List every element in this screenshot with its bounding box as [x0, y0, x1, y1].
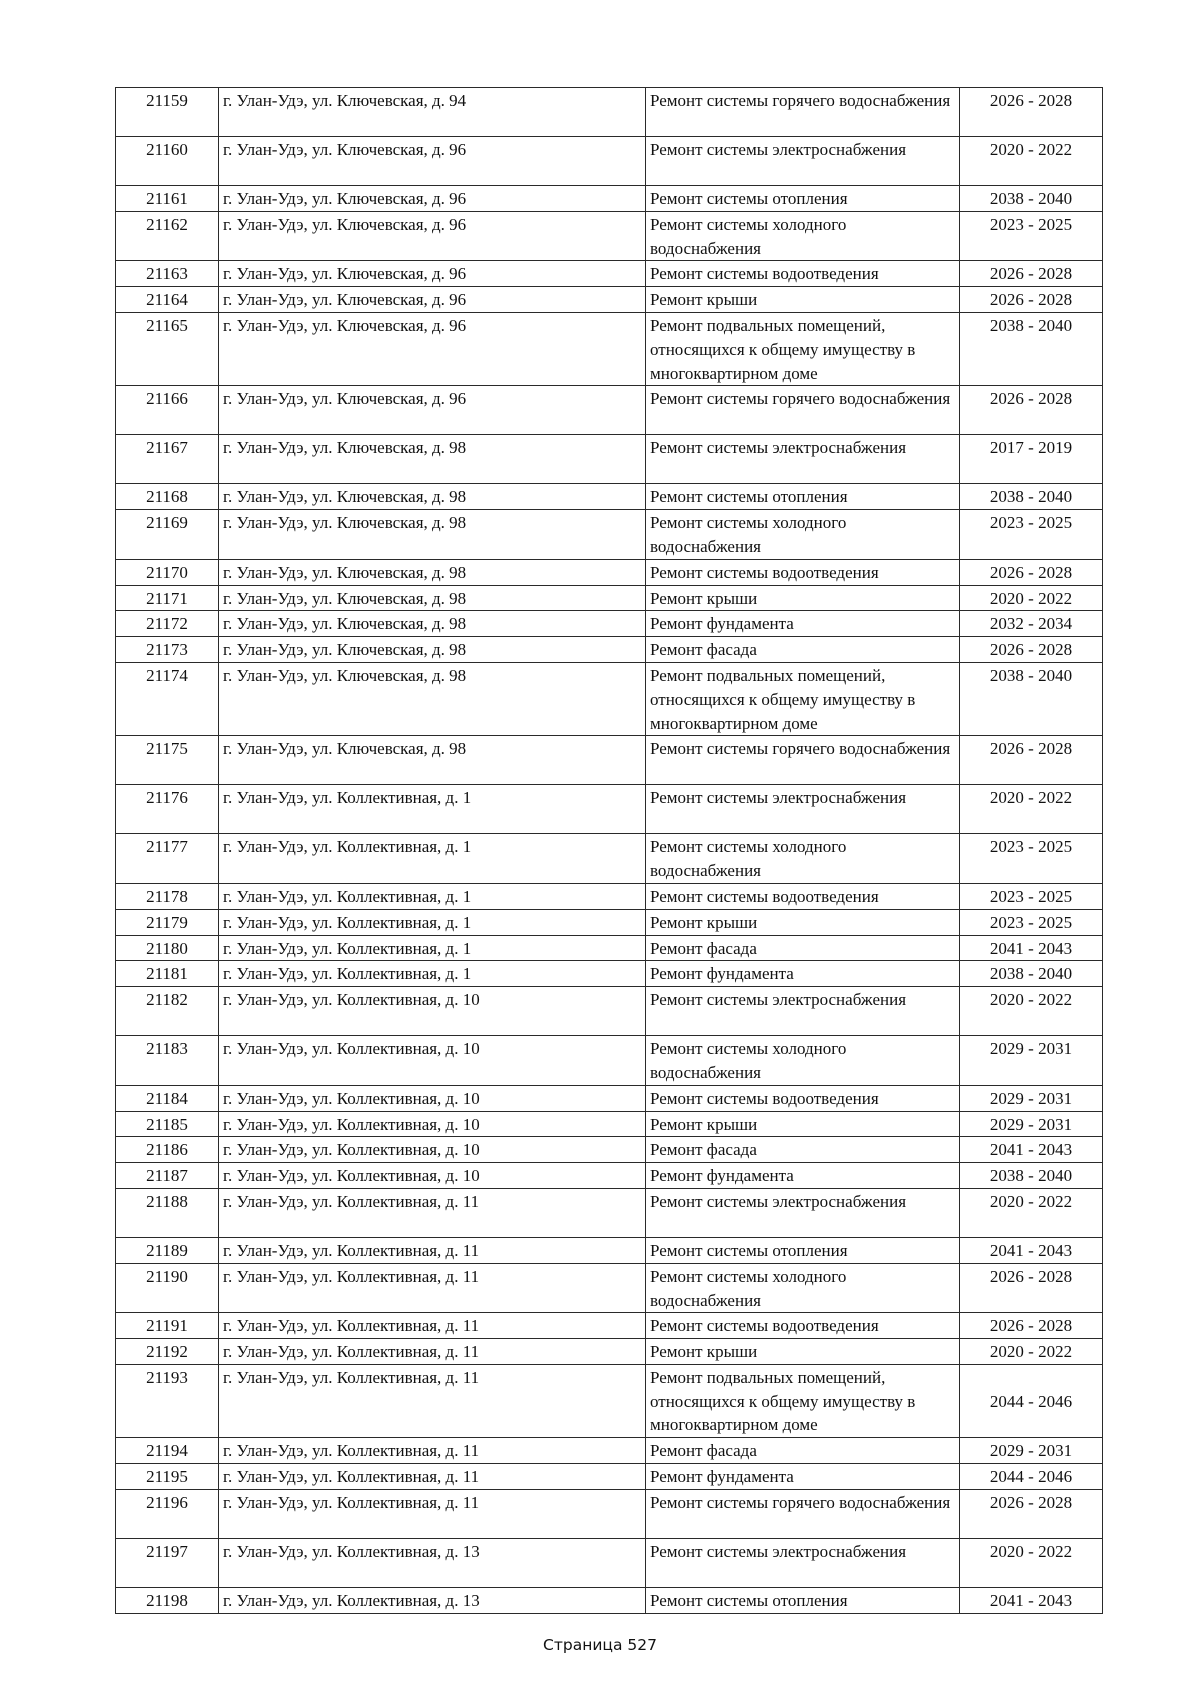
work-type-cell: Ремонт крыши: [646, 1111, 960, 1137]
work-type-cell: Ремонт системы отопления: [646, 186, 960, 212]
period-cell: 2026 - 2028: [960, 88, 1103, 137]
row-number-cell: 21182: [116, 987, 219, 1036]
period-cell: 2026 - 2028: [960, 637, 1103, 663]
work-type-cell: Ремонт системы холодного водоснабжения: [646, 211, 960, 261]
address-cell: г. Улан-Удэ, ул. Ключевская, д. 98: [219, 585, 646, 611]
address-cell: г. Улан-Удэ, ул. Коллективная, д. 11: [219, 1188, 646, 1237]
row-number-cell: 21159: [116, 88, 219, 137]
table-row: [116, 1036, 1103, 1086]
work-type-cell: Ремонт системы водоотведения: [646, 883, 960, 909]
address-cell: г. Улан-Удэ, ул. Коллективная, д. 11: [219, 1313, 646, 1339]
row-number-cell: 21197: [116, 1538, 219, 1587]
table-row: [116, 1538, 1103, 1587]
address-cell: г. Улан-Удэ, ул. Коллективная, д. 1: [219, 961, 646, 987]
work-type-cell: Ремонт крыши: [646, 1339, 960, 1365]
row-number-cell: 21196: [116, 1489, 219, 1538]
row-number-cell: 21162: [116, 211, 219, 261]
table-row: [116, 1587, 1103, 1613]
work-type-cell: Ремонт подвальных помещений, относящихся к общему имуществу в многоквартирном доме: [646, 662, 960, 735]
period-cell: 2020 - 2022: [960, 1339, 1103, 1365]
period-cell: 2038 - 2040: [960, 662, 1103, 735]
period-cell: 2026 - 2028: [960, 287, 1103, 313]
row-number-cell: 21191: [116, 1313, 219, 1339]
table-body: [116, 88, 1103, 1614]
period-cell: 2029 - 2031: [960, 1438, 1103, 1464]
table-row: [116, 435, 1103, 484]
row-number-cell: 21177: [116, 834, 219, 884]
work-type-cell: Ремонт подвальных помещений, относящихся к общему имуществу в многоквартирном доме: [646, 1364, 960, 1437]
period-cell: 2026 - 2028: [960, 386, 1103, 435]
table-row: [116, 736, 1103, 785]
table-row: [116, 312, 1103, 385]
table-row: [116, 1137, 1103, 1163]
row-number-cell: 21169: [116, 510, 219, 560]
table-row: [116, 1339, 1103, 1365]
address-cell: г. Улан-Удэ, ул. Ключевская, д. 98: [219, 559, 646, 585]
period-cell: 2029 - 2031: [960, 1085, 1103, 1111]
address-cell: г. Улан-Удэ, ул. Ключевская, д. 98: [219, 637, 646, 663]
table-row: [116, 987, 1103, 1036]
period-cell: 2038 - 2040: [960, 312, 1103, 385]
table-row: [116, 611, 1103, 637]
row-number-cell: 21180: [116, 935, 219, 961]
work-type-cell: Ремонт системы водоотведения: [646, 1085, 960, 1111]
address-cell: г. Улан-Удэ, ул. Коллективная, д. 11: [219, 1438, 646, 1464]
address-cell: г. Улан-Удэ, ул. Коллективная, д. 10: [219, 1111, 646, 1137]
table-row: [116, 1085, 1103, 1111]
row-number-cell: 21176: [116, 785, 219, 834]
address-cell: г. Улан-Удэ, ул. Ключевская, д. 96: [219, 186, 646, 212]
table-row: [116, 1464, 1103, 1490]
address-cell: г. Улан-Удэ, ул. Коллективная, д. 11: [219, 1489, 646, 1538]
period-cell: 2041 - 2043: [960, 1237, 1103, 1263]
work-type-cell: Ремонт фундамента: [646, 1464, 960, 1490]
work-type-cell: Ремонт крыши: [646, 585, 960, 611]
work-type-cell: Ремонт системы холодного водоснабжения: [646, 834, 960, 884]
address-cell: г. Улан-Удэ, ул. Коллективная, д. 10: [219, 1163, 646, 1189]
table-row: [116, 1263, 1103, 1313]
address-cell: г. Улан-Удэ, ул. Ключевская, д. 98: [219, 484, 646, 510]
table-row: [116, 909, 1103, 935]
table-row: [116, 961, 1103, 987]
work-type-cell: Ремонт системы горячего водоснабжения: [646, 1489, 960, 1538]
row-number-cell: 21173: [116, 637, 219, 663]
table-row: [116, 186, 1103, 212]
work-type-cell: Ремонт системы электроснабжения: [646, 435, 960, 484]
row-number-cell: 21160: [116, 137, 219, 186]
period-cell: 2026 - 2028: [960, 559, 1103, 585]
work-type-cell: Ремонт системы водоотведения: [646, 261, 960, 287]
work-type-cell: Ремонт фасада: [646, 935, 960, 961]
table-row: [116, 1188, 1103, 1237]
row-number-cell: 21161: [116, 186, 219, 212]
table-row: [116, 662, 1103, 735]
address-cell: г. Улан-Удэ, ул. Коллективная, д. 1: [219, 785, 646, 834]
work-type-cell: Ремонт фасада: [646, 637, 960, 663]
row-number-cell: 21189: [116, 1237, 219, 1263]
work-type-cell: Ремонт системы горячего водоснабжения: [646, 88, 960, 137]
row-number-cell: 21188: [116, 1188, 219, 1237]
work-type-cell: Ремонт системы электроснабжения: [646, 785, 960, 834]
row-number-cell: 21168: [116, 484, 219, 510]
address-cell: г. Улан-Удэ, ул. Ключевская, д. 98: [219, 736, 646, 785]
work-type-cell: Ремонт системы отопления: [646, 1587, 960, 1613]
work-type-cell: Ремонт системы холодного водоснабжения: [646, 1036, 960, 1086]
address-cell: г. Улан-Удэ, ул. Коллективная, д. 1: [219, 935, 646, 961]
period-cell: 2017 - 2019: [960, 435, 1103, 484]
row-number-cell: 21179: [116, 909, 219, 935]
period-cell: 2041 - 2043: [960, 1137, 1103, 1163]
period-cell: 2020 - 2022: [960, 1538, 1103, 1587]
address-cell: г. Улан-Удэ, ул. Коллективная, д. 10: [219, 1137, 646, 1163]
work-type-cell: Ремонт системы холодного водоснабжения: [646, 510, 960, 560]
address-cell: г. Улан-Удэ, ул. Коллективная, д. 13: [219, 1538, 646, 1587]
table-row: [116, 559, 1103, 585]
address-cell: г. Улан-Удэ, ул. Коллективная, д. 10: [219, 987, 646, 1036]
table-row: [116, 1163, 1103, 1189]
row-number-cell: 21193: [116, 1364, 219, 1437]
table-row: [116, 211, 1103, 261]
table-row: [116, 785, 1103, 834]
table-row: [116, 1313, 1103, 1339]
work-type-cell: Ремонт системы электроснабжения: [646, 1188, 960, 1237]
row-number-cell: 21165: [116, 312, 219, 385]
period-cell: 2026 - 2028: [960, 1489, 1103, 1538]
address-cell: г. Улан-Удэ, ул. Ключевская, д. 96: [219, 312, 646, 385]
row-number-cell: 21187: [116, 1163, 219, 1189]
period-cell: 2041 - 2043: [960, 1587, 1103, 1613]
work-type-cell: Ремонт системы горячего водоснабжения: [646, 386, 960, 435]
address-cell: г. Улан-Удэ, ул. Коллективная, д. 1: [219, 883, 646, 909]
period-cell: 2026 - 2028: [960, 261, 1103, 287]
address-cell: г. Улан-Удэ, ул. Ключевская, д. 98: [219, 611, 646, 637]
work-type-cell: Ремонт системы водоотведения: [646, 559, 960, 585]
period-cell: 2044 - 2046: [960, 1464, 1103, 1490]
address-cell: г. Улан-Удэ, ул. Коллективная, д. 11: [219, 1237, 646, 1263]
table-row: [116, 1438, 1103, 1464]
page-number: Страница 527: [543, 1636, 657, 1654]
work-type-cell: Ремонт фасада: [646, 1137, 960, 1163]
work-type-cell: Ремонт системы электроснабжения: [646, 137, 960, 186]
period-cell: 2038 - 2040: [960, 1163, 1103, 1189]
row-number-cell: 21170: [116, 559, 219, 585]
address-cell: г. Улан-Удэ, ул. Коллективная, д. 11: [219, 1464, 646, 1490]
work-type-cell: Ремонт фундамента: [646, 961, 960, 987]
address-cell: г. Улан-Удэ, ул. Ключевская, д. 98: [219, 662, 646, 735]
address-cell: г. Улан-Удэ, ул. Ключевская, д. 96: [219, 386, 646, 435]
row-number-cell: 21185: [116, 1111, 219, 1137]
work-type-cell: Ремонт крыши: [646, 287, 960, 313]
row-number-cell: 21192: [116, 1339, 219, 1365]
table-row: [116, 137, 1103, 186]
address-cell: г. Улан-Удэ, ул. Ключевская, д. 96: [219, 137, 646, 186]
address-cell: г. Улан-Удэ, ул. Ключевская, д. 94: [219, 88, 646, 137]
period-cell: 2032 - 2034: [960, 611, 1103, 637]
address-cell: г. Улан-Удэ, ул. Коллективная, д. 10: [219, 1036, 646, 1086]
work-type-cell: Ремонт системы холодного водоснабжения: [646, 1263, 960, 1313]
table-row: [116, 386, 1103, 435]
address-cell: г. Улан-Удэ, ул. Коллективная, д. 11: [219, 1364, 646, 1437]
period-cell: 2020 - 2022: [960, 785, 1103, 834]
period-cell: 2020 - 2022: [960, 137, 1103, 186]
table-row: [116, 484, 1103, 510]
row-number-cell: 21186: [116, 1137, 219, 1163]
period-cell: 2023 - 2025: [960, 909, 1103, 935]
address-cell: г. Улан-Удэ, ул. Ключевская, д. 96: [219, 261, 646, 287]
address-cell: г. Улан-Удэ, ул. Коллективная, д. 11: [219, 1263, 646, 1313]
work-type-cell: Ремонт подвальных помещений, относящихся к общему имуществу в многоквартирном доме: [646, 312, 960, 385]
period-cell: 2029 - 2031: [960, 1036, 1103, 1086]
period-cell: 2026 - 2028: [960, 1313, 1103, 1339]
row-number-cell: 21175: [116, 736, 219, 785]
work-type-cell: Ремонт фасада: [646, 1438, 960, 1464]
row-number-cell: 21178: [116, 883, 219, 909]
row-number-cell: 21190: [116, 1263, 219, 1313]
table-row: [116, 88, 1103, 137]
table-row: [116, 834, 1103, 884]
period-cell: 2023 - 2025: [960, 883, 1103, 909]
address-cell: г. Улан-Удэ, ул. Коллективная, д. 10: [219, 1085, 646, 1111]
work-type-cell: Ремонт фундамента: [646, 1163, 960, 1189]
period-cell: 2020 - 2022: [960, 1188, 1103, 1237]
period-cell: 2038 - 2040: [960, 961, 1103, 987]
work-type-cell: Ремонт системы горячего водоснабжения: [646, 736, 960, 785]
address-cell: г. Улан-Удэ, ул. Ключевская, д. 96: [219, 211, 646, 261]
repair-schedule-table: [115, 87, 1103, 1614]
row-number-cell: 21181: [116, 961, 219, 987]
work-type-cell: Ремонт системы отопления: [646, 1237, 960, 1263]
address-cell: г. Улан-Удэ, ул. Коллективная, д. 11: [219, 1339, 646, 1365]
address-cell: г. Улан-Удэ, ул. Коллективная, д. 1: [219, 834, 646, 884]
row-number-cell: 21166: [116, 386, 219, 435]
row-number-cell: 21184: [116, 1085, 219, 1111]
work-type-cell: Ремонт системы водоотведения: [646, 1313, 960, 1339]
table-row: [116, 1364, 1103, 1437]
table-row: [116, 935, 1103, 961]
row-number-cell: 21171: [116, 585, 219, 611]
period-cell: 2023 - 2025: [960, 834, 1103, 884]
period-cell: 2026 - 2028: [960, 1263, 1103, 1313]
address-cell: г. Улан-Удэ, ул. Коллективная, д. 1: [219, 909, 646, 935]
row-number-cell: 21167: [116, 435, 219, 484]
period-cell: 2038 - 2040: [960, 186, 1103, 212]
period-cell: 2020 - 2022: [960, 987, 1103, 1036]
table-row: [116, 287, 1103, 313]
row-number-cell: 21174: [116, 662, 219, 735]
work-type-cell: Ремонт крыши: [646, 909, 960, 935]
table-row: [116, 883, 1103, 909]
work-type-cell: Ремонт фундамента: [646, 611, 960, 637]
table-row: [116, 637, 1103, 663]
period-cell: 2044 - 2046: [960, 1364, 1103, 1437]
period-cell: 2026 - 2028: [960, 736, 1103, 785]
row-number-cell: 21183: [116, 1036, 219, 1086]
row-number-cell: 21163: [116, 261, 219, 287]
address-cell: г. Улан-Удэ, ул. Ключевская, д. 98: [219, 435, 646, 484]
period-cell: 2029 - 2031: [960, 1111, 1103, 1137]
period-cell: 2023 - 2025: [960, 510, 1103, 560]
table-row: [116, 1489, 1103, 1538]
address-cell: г. Улан-Удэ, ул. Ключевская, д. 96: [219, 287, 646, 313]
work-type-cell: Ремонт системы отопления: [646, 484, 960, 510]
table-row: [116, 1237, 1103, 1263]
row-number-cell: 21172: [116, 611, 219, 637]
row-number-cell: 21195: [116, 1464, 219, 1490]
row-number-cell: 21194: [116, 1438, 219, 1464]
address-cell: г. Улан-Удэ, ул. Коллективная, д. 13: [219, 1587, 646, 1613]
period-cell: 2020 - 2022: [960, 585, 1103, 611]
row-number-cell: 21164: [116, 287, 219, 313]
period-cell: 2041 - 2043: [960, 935, 1103, 961]
row-number-cell: 21198: [116, 1587, 219, 1613]
work-type-cell: Ремонт системы электроснабжения: [646, 1538, 960, 1587]
address-cell: г. Улан-Удэ, ул. Ключевская, д. 98: [219, 510, 646, 560]
work-type-cell: Ремонт системы электроснабжения: [646, 987, 960, 1036]
table-row: [116, 1111, 1103, 1137]
period-cell: 2023 - 2025: [960, 211, 1103, 261]
table-row: [116, 510, 1103, 560]
period-cell: 2038 - 2040: [960, 484, 1103, 510]
table-row: [116, 261, 1103, 287]
table-row: [116, 585, 1103, 611]
